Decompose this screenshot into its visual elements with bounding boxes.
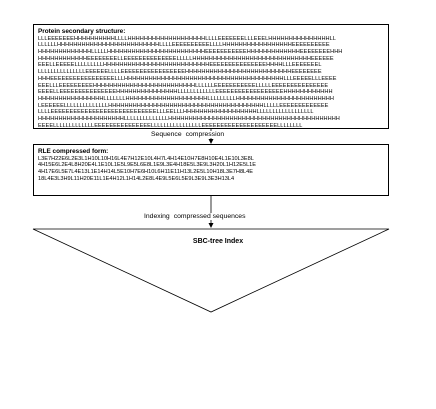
protein-line: EEELLLEEEEEEEEEHHHHHHHHHHHHHHHHHHHHHHHHHLLLLLLEEEEEEEEEEELLLLLEEEEEEEEEEEEEEE	[38, 82, 329, 89]
rle-line: 18L4E3L3H9L11H20E11L1E4H12L1H14L2E8L4E9L5E6L5E9L3E9L3E3H13L4	[38, 175, 235, 182]
protein-line: EEEELLLLLLLLLLLLLEEEEEEEEEEEEEEELLLLLLLLLLLLLLLLEEEEEEEEEEEEEEEEEEEELLLLLLLL	[38, 122, 303, 129]
protein-line: LLLLLLHHHHHHHHHHHHHHHHHHHHHHHHHLLLLEEEEEEEEEELLLLHHHHHHHHHHHHHHHHHEEEEEEEEEE	[38, 42, 330, 49]
indexing-arrow-head	[209, 223, 214, 228]
rle-line: L3E7H22E6L2E3L1H10L10H16L4E7H12E10L4H7L4H14E10H7E8H10E4L1E10L3E8L	[38, 155, 254, 162]
protein-line: HHHHHHHHHHHHHLLLLLHHHHHHHHHHHHHHHHHHHHHHHHEEEEEEEEEEEHHHHHHHHHHHHHEEEEEEEEHHH	[38, 49, 343, 55]
indexing-step-word-1: Indexing	[144, 213, 170, 220]
compression-step-word-1: Sequence	[151, 131, 182, 138]
compression-arrow-head	[209, 139, 214, 144]
protein-line: LLLLLLLLLLLLLLLEEEEEELLLLEEEEEEEEEEEEEEEEEHHHHHHHHHHHHHHHHHHHHHHHHHHEEEEEEEE	[38, 69, 322, 76]
protein-line: HHHHHHHHHHHHHHHHHHHHHLLLLLLLLLLLLLLHHHHHHHHHHHHHHHHHHHHHHHHHHHHHHHHHHHHHHHHHH	[38, 116, 340, 123]
indexing-step-word-2: compressed sequences	[173, 213, 246, 220]
protein-line: HHHEEEEEEEEEEEEEEEEELLLHHHHHHHHHHHHHHHHHHHHHHHHHHHHHHHHHHHHHHHLLLEEEEELLLEEEE	[38, 75, 337, 82]
protein-line: LEEEEEELLLLLLLLLLLLLLHHHHHHHHHHHHHHHHHHHHHHHHHHHHHHHHHHHHHHLLLLLEEEEEEEEEEEEE	[38, 102, 329, 109]
rle-line: 4H17E6L5E7L4E13L1E14H14L5E10H7E6H10L6H11E11H13L2E5L10H18L3E7H8L4E	[38, 169, 254, 175]
indexing-step-label	[143, 213, 251, 220]
compression-step-label	[150, 131, 229, 138]
sbc-tree-index-title: SBC-tree Index	[192, 238, 244, 245]
protein-line: LLLEEEEEEEHHHHHHHHHHLLLLHHHHHHHHHHHHHHHHHHHLLLLEEEEEEELLLEEELHHHHHHHHHHHHHHHLL	[38, 35, 336, 42]
compression-step-word-2: compression	[185, 131, 225, 138]
protein-line: LLLLEEEEEEEEEEEEEEEEEEEEEEEEEEEELLLEELLLHHHHHHHHHHHHHHHHHHLLLLLLLLLLLLLLLLLL	[38, 109, 314, 116]
protein-line: EEEELLEEEEEEEEEEEEEEEHHHHHHHHHHHHHHHLLLLLLLLLLLLEEEEEEEEEEEEEEEEEEHHHHHHHHHHHH	[38, 89, 333, 96]
protein-line: EEELLEEEEELLLLLLLLLHHHHHHHHHHHHHHHHHHHHHHHHHHEEEEEEEEEEEEEEEHHHHLLLEEEEEEEL	[38, 62, 322, 69]
rle-line: 4H15E6L2E4L8H20E4L1E10L1E5L9E5L6E8L1E9L3E4H18E5L3E9L3H20L1H12E5L1E	[38, 162, 257, 169]
protein-line: HHHHHHHHHHHHHHHHLLLLLLLHHHHHHHHHHHHHHHHHHHHLLLLLLLLLHHHHHHHHHHHHHHHHHHHHHHHH	[38, 95, 334, 102]
protein-box-title: Protein secondary structure:	[38, 28, 126, 35]
rle-box-title: RLE compressed form:	[38, 148, 109, 155]
protein-line: HHHHHHHHHHHHEEEEEEEELLEEEEEEEEEEEEEELLLLLHHHHHHHHHHHHHHHHHHHHHHHHHHHHHEEEEEE	[38, 55, 334, 62]
